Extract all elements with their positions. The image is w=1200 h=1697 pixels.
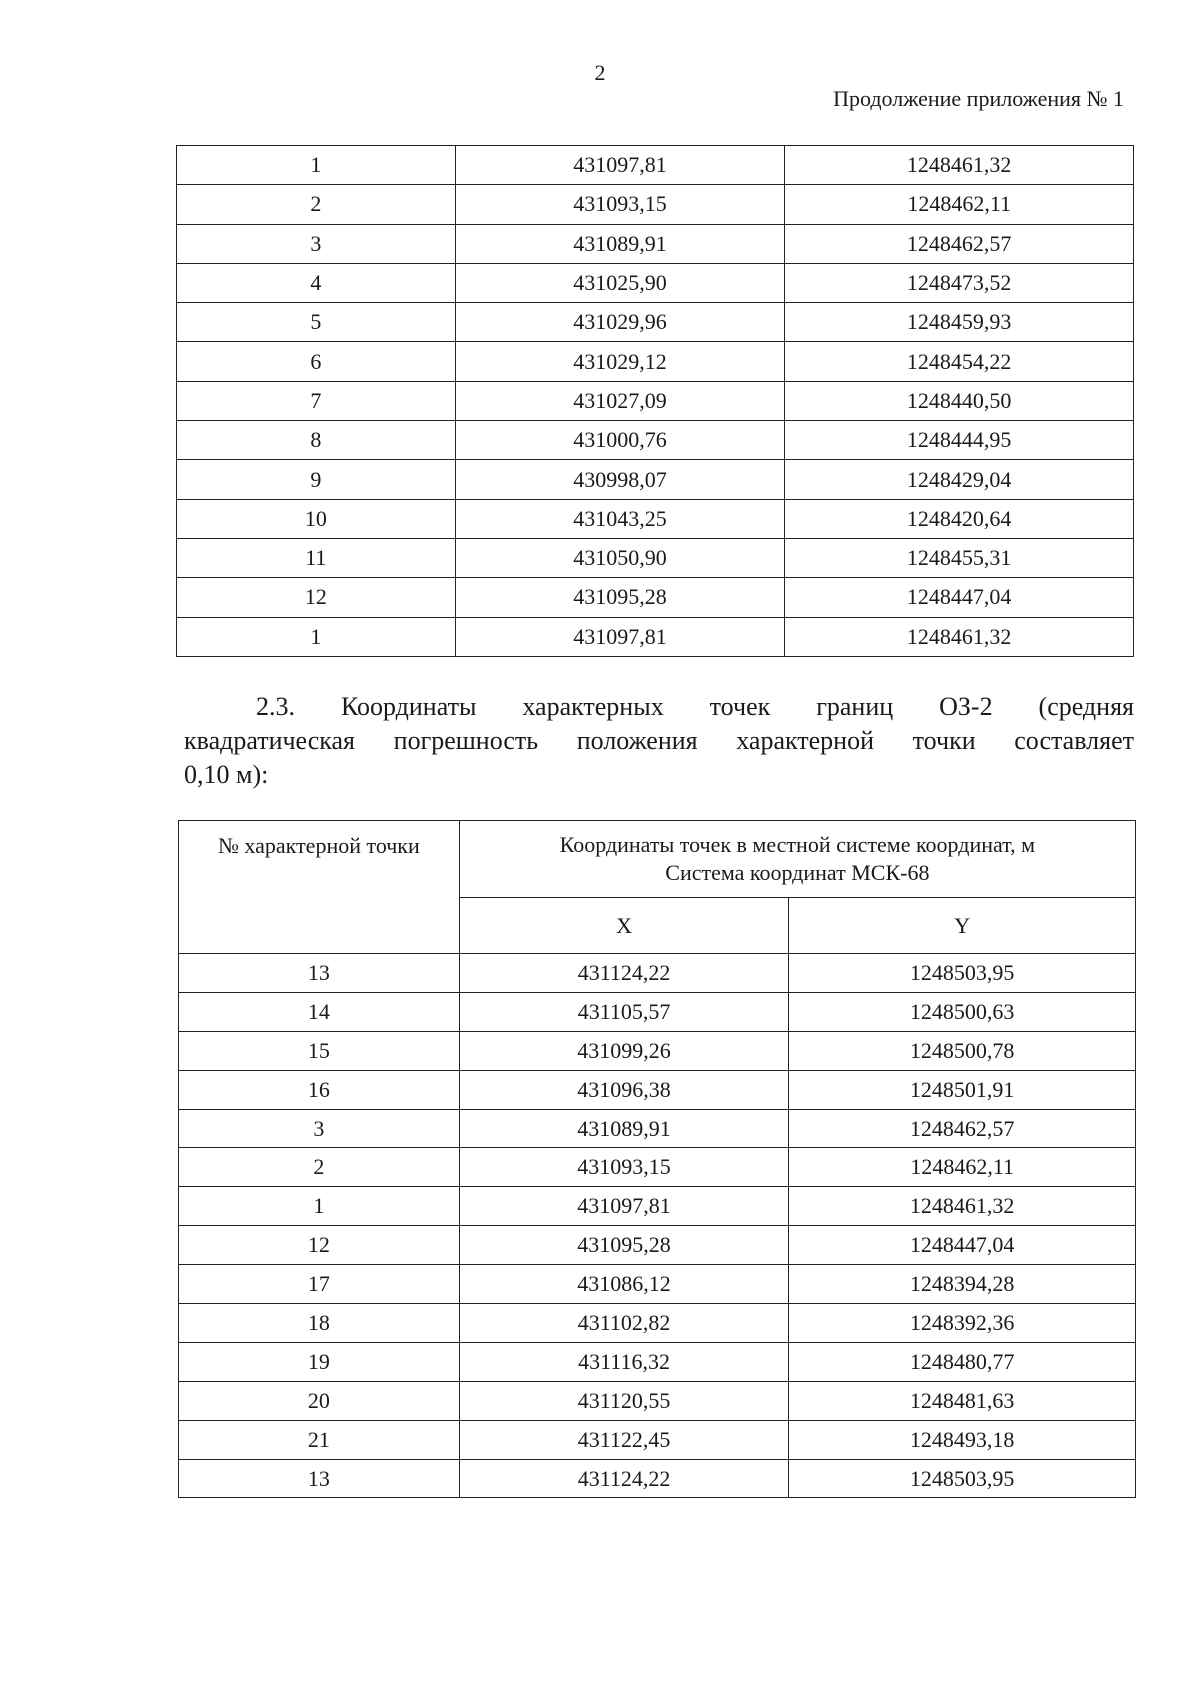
page-number: 2: [594, 60, 606, 85]
point-number-cell: 20: [179, 1381, 460, 1420]
point-number-cell: 16: [179, 1070, 460, 1109]
point-number-cell: 13: [179, 954, 460, 993]
table-row: [179, 1304, 1136, 1343]
header-y: Y: [789, 898, 1136, 954]
x-coordinate-cell: 431086,12: [459, 1265, 789, 1304]
coordinates-table-body: [177, 146, 1134, 657]
point-number-cell: 5: [177, 303, 456, 342]
x-coordinate-cell: 430998,07: [455, 460, 785, 499]
table-row: [177, 538, 1134, 577]
table-row: [177, 381, 1134, 420]
y-coordinate-cell: 1248440,50: [785, 381, 1134, 420]
y-coordinate-cell: 1248455,31: [785, 538, 1134, 577]
coordinates-table-oz2: [178, 820, 1136, 1498]
header-coordinates-line-1: Координаты точек в местной системе координат, м: [559, 832, 1036, 858]
point-number-cell: 7: [177, 381, 456, 420]
table-row: [179, 1459, 1136, 1498]
y-coordinate-cell: 1248481,63: [789, 1381, 1136, 1420]
point-number-cell: 21: [179, 1420, 460, 1459]
x-coordinate-cell: 431122,45: [459, 1420, 789, 1459]
y-coordinate-cell: 1248503,95: [789, 954, 1136, 993]
x-coordinate-cell: 431102,82: [459, 1304, 789, 1343]
table-row: [179, 1148, 1136, 1187]
point-number-cell: 15: [179, 1031, 460, 1070]
x-coordinate-cell: 431099,26: [459, 1031, 789, 1070]
header-point-number: № характерной точки: [179, 821, 460, 954]
point-number-cell: 13: [179, 1459, 460, 1498]
y-coordinate-cell: 1248459,93: [785, 303, 1134, 342]
table-row: [179, 992, 1136, 1031]
y-coordinate-cell: 1248461,32: [785, 146, 1134, 185]
x-coordinate-cell: 431027,09: [455, 381, 785, 420]
point-number-cell: 3: [179, 1109, 460, 1148]
y-coordinate-cell: 1248447,04: [785, 578, 1134, 617]
table-row: [177, 146, 1134, 185]
y-coordinate-cell: 1248429,04: [785, 460, 1134, 499]
table-row: [179, 1187, 1136, 1226]
y-coordinate-cell: 1248462,11: [785, 185, 1134, 224]
table-row: [179, 1070, 1136, 1109]
point-number-cell: 19: [179, 1342, 460, 1381]
point-number-cell: 6: [177, 342, 456, 381]
y-coordinate-cell: 1248444,95: [785, 421, 1134, 460]
y-coordinate-cell: 1248462,57: [785, 224, 1134, 263]
point-number-cell: 1: [177, 146, 456, 185]
x-coordinate-cell: 431124,22: [459, 954, 789, 993]
table-row: [177, 578, 1134, 617]
coordinates-table-body: [179, 954, 1136, 1498]
x-coordinate-cell: 431105,57: [459, 992, 789, 1031]
point-number-cell: 14: [179, 992, 460, 1031]
y-coordinate-cell: 1248394,28: [789, 1265, 1136, 1304]
y-coordinate-cell: 1248473,52: [785, 263, 1134, 302]
coordinates-table-continued: [176, 145, 1134, 657]
y-coordinate-cell: 1248493,18: [789, 1420, 1136, 1459]
y-coordinate-cell: 1248454,22: [785, 342, 1134, 381]
y-coordinate-cell: 1248420,64: [785, 499, 1134, 538]
table-row: [179, 1226, 1136, 1265]
table-row: [177, 421, 1134, 460]
x-coordinate-cell: 431095,28: [459, 1226, 789, 1265]
table-row: [177, 342, 1134, 381]
point-number-cell: 9: [177, 460, 456, 499]
header-x: X: [459, 898, 789, 954]
table-row: [179, 1342, 1136, 1381]
x-coordinate-cell: 431025,90: [455, 263, 785, 302]
x-coordinate-cell: 431097,81: [455, 146, 785, 185]
y-coordinate-cell: 1248480,77: [789, 1342, 1136, 1381]
y-coordinate-cell: 1248462,57: [789, 1109, 1136, 1148]
y-coordinate-cell: 1248500,63: [789, 992, 1136, 1031]
point-number-cell: 4: [177, 263, 456, 302]
section-heading-line-2: квадратическая погрешность положения характерной точки составляет: [184, 726, 1134, 755]
x-coordinate-cell: 431093,15: [459, 1148, 789, 1187]
table-row: [177, 617, 1134, 656]
x-coordinate-cell: 431116,32: [459, 1342, 789, 1381]
x-coordinate-cell: 431000,76: [455, 421, 785, 460]
table-row: [179, 954, 1136, 993]
x-coordinate-cell: 431043,25: [455, 499, 785, 538]
point-number-cell: 2: [179, 1148, 460, 1187]
section-heading-line-3: 0,10 м):: [184, 760, 269, 789]
x-coordinate-cell: 431096,38: [459, 1070, 789, 1109]
appendix-continuation-label: Продолжение приложения № 1: [833, 86, 1124, 111]
y-coordinate-cell: 1248500,78: [789, 1031, 1136, 1070]
point-number-cell: 10: [177, 499, 456, 538]
header-coordinates: [459, 821, 1135, 898]
table-row: [177, 185, 1134, 224]
point-number-cell: 11: [177, 538, 456, 577]
section-heading-line-1: 2.3. Координаты характерных точек границ ОЗ-2 (средняя: [256, 692, 1134, 721]
x-coordinate-cell: 431029,12: [455, 342, 785, 381]
x-coordinate-cell: 431089,91: [459, 1109, 789, 1148]
y-coordinate-cell: 1248503,95: [789, 1459, 1136, 1498]
table-row: [177, 224, 1134, 263]
x-coordinate-cell: 431097,81: [455, 617, 785, 656]
point-number-cell: 12: [177, 578, 456, 617]
x-coordinate-cell: 431093,15: [455, 185, 785, 224]
x-coordinate-cell: 431095,28: [455, 578, 785, 617]
x-coordinate-cell: 431120,55: [459, 1381, 789, 1420]
point-number-cell: 1: [177, 617, 456, 656]
x-coordinate-cell: 431050,90: [455, 538, 785, 577]
point-number-cell: 18: [179, 1304, 460, 1343]
point-number-cell: 3: [177, 224, 456, 263]
y-coordinate-cell: 1248501,91: [789, 1070, 1136, 1109]
x-coordinate-cell: 431089,91: [455, 224, 785, 263]
point-number-cell: 8: [177, 421, 456, 460]
x-coordinate-cell: 431029,96: [455, 303, 785, 342]
header-coordinates-line-2: Система координат МСК-68: [665, 860, 930, 886]
point-number-cell: 12: [179, 1226, 460, 1265]
table-row: [179, 1031, 1136, 1070]
table-row: [179, 1420, 1136, 1459]
point-number-cell: 17: [179, 1265, 460, 1304]
table-row: [179, 1109, 1136, 1148]
y-coordinate-cell: 1248392,36: [789, 1304, 1136, 1343]
y-coordinate-cell: 1248447,04: [789, 1226, 1136, 1265]
section-heading-2-3: [184, 690, 1134, 792]
table-row: [179, 1381, 1136, 1420]
x-coordinate-cell: 431124,22: [459, 1459, 789, 1498]
y-coordinate-cell: 1248462,11: [789, 1148, 1136, 1187]
point-number-cell: 2: [177, 185, 456, 224]
y-coordinate-cell: 1248461,32: [785, 617, 1134, 656]
x-coordinate-cell: 431097,81: [459, 1187, 789, 1226]
table-row: [177, 499, 1134, 538]
y-coordinate-cell: 1248461,32: [789, 1187, 1136, 1226]
table-row: [177, 303, 1134, 342]
table-row: [177, 460, 1134, 499]
table-row: [177, 263, 1134, 302]
table-row: [179, 1265, 1136, 1304]
point-number-cell: 1: [179, 1187, 460, 1226]
